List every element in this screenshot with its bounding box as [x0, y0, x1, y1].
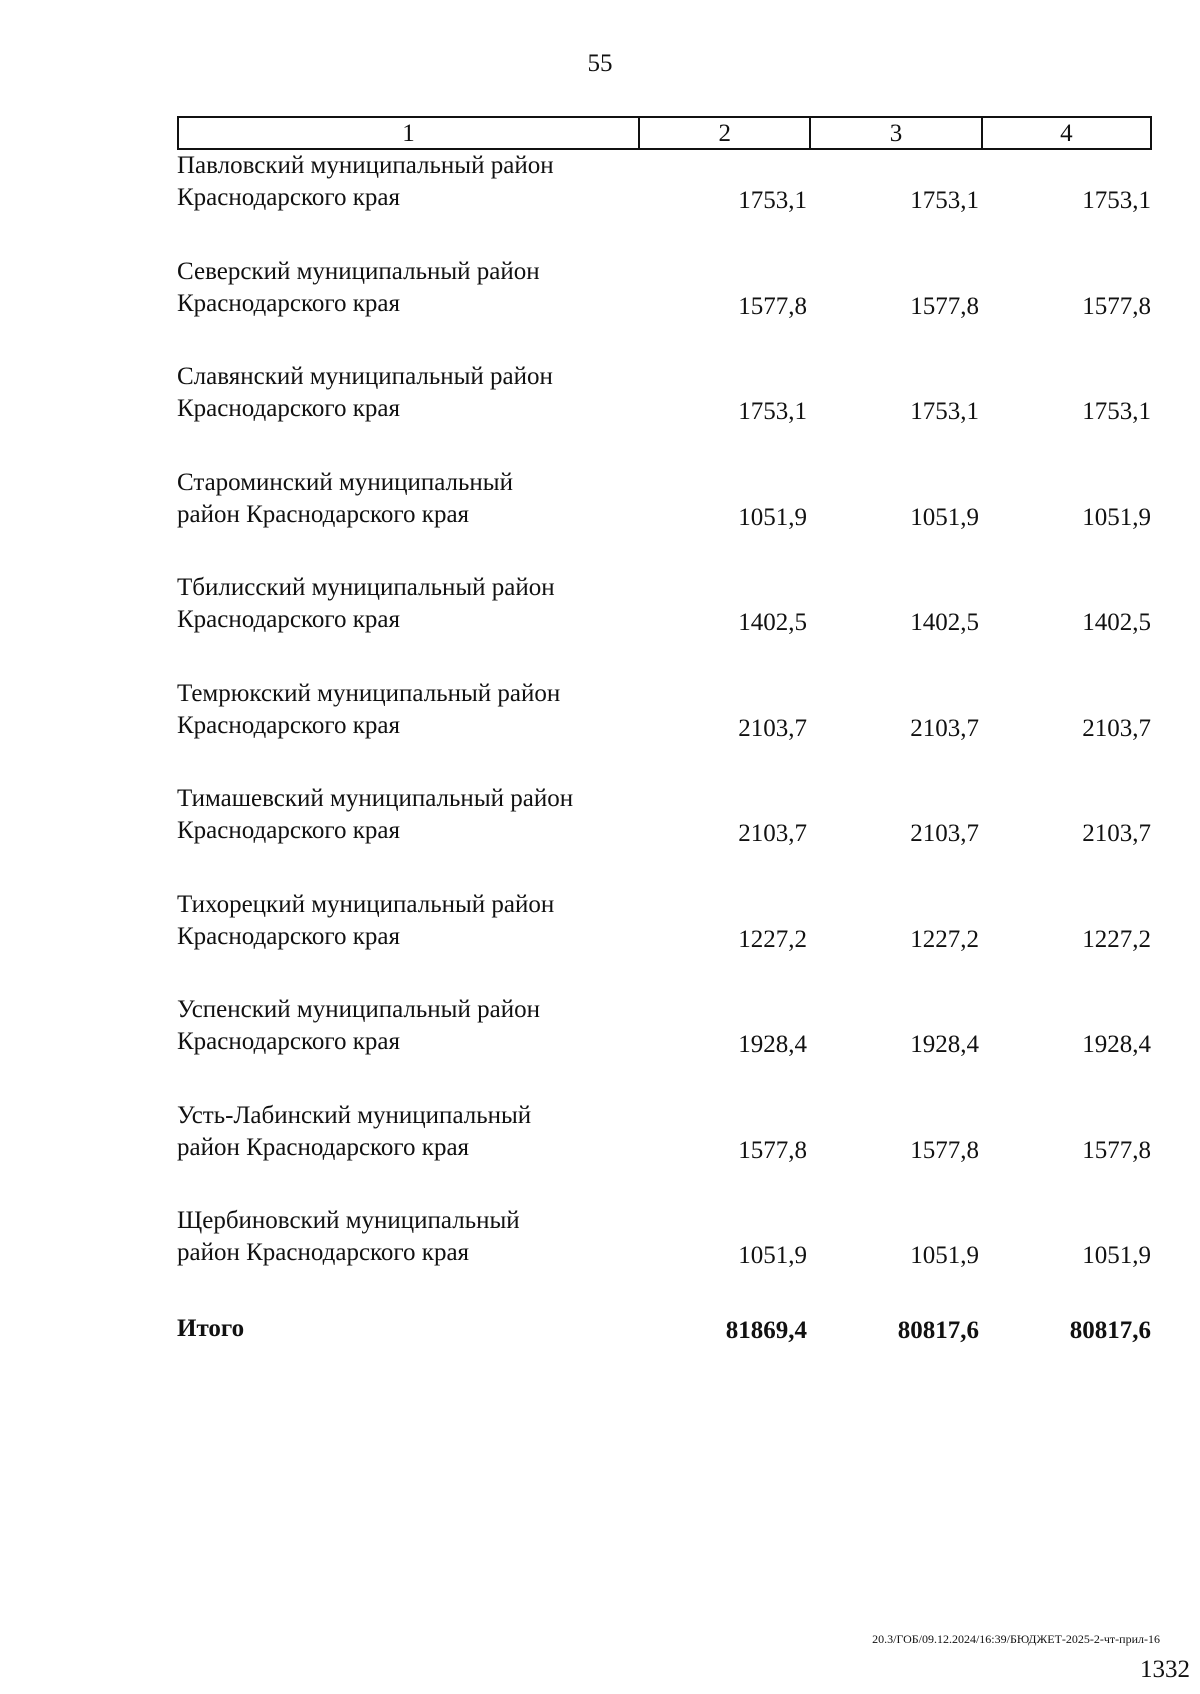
- table-body: [177, 150, 1152, 1311]
- value-col-3: 2103,7: [910, 714, 979, 742]
- district-name-line-2: Краснодарского края: [177, 289, 400, 317]
- district-name: [177, 678, 637, 742]
- total-col-4: 80817,6: [1069, 1317, 1151, 1344]
- district-name-line-2: Краснодарского края: [177, 922, 400, 950]
- district-name-line-1: Северский муниципальный район: [177, 257, 540, 285]
- value-col-3: 1753,1: [910, 187, 979, 214]
- district-name-line-1: Павловский муниципальный район: [177, 152, 554, 179]
- sheet-number: 1332: [1140, 1656, 1190, 1683]
- column-header-3: 3: [809, 118, 980, 148]
- table-row: [177, 467, 1152, 573]
- district-name-line-1: Успенский муниципальный район: [177, 996, 540, 1023]
- value-col-2: 1928,4: [738, 1031, 807, 1058]
- table-row: [177, 994, 1152, 1100]
- value-col-3: 1402,5: [910, 609, 979, 636]
- value-col-2: 1051,9: [738, 503, 807, 531]
- value-col-4: 1753,1: [1082, 187, 1151, 214]
- district-name-line-2: Краснодарского края: [177, 395, 400, 422]
- district-name: [177, 783, 637, 847]
- value-col-3: 1928,4: [910, 1031, 979, 1058]
- table-row: [177, 572, 1152, 678]
- value-col-2: 1577,8: [738, 292, 807, 320]
- value-col-2: 1051,9: [738, 1242, 807, 1269]
- district-name: [177, 572, 637, 636]
- district-name: [177, 150, 637, 214]
- district-name-line-2: район Краснодарского края: [177, 1239, 470, 1266]
- table-row: [177, 678, 1152, 784]
- district-name-line-1: Тбилисский муниципальный район: [177, 574, 555, 601]
- district-name: [177, 361, 637, 425]
- district-name-line-2: Краснодарского края: [177, 1028, 400, 1055]
- total-label: Итого: [177, 1315, 245, 1342]
- district-name-line-2: район Краснодарского края: [177, 1133, 470, 1161]
- value-col-2: 1753,1: [738, 187, 807, 214]
- table-row: [177, 1205, 1152, 1311]
- value-col-3: 1227,2: [910, 925, 979, 953]
- value-col-4: 1928,4: [1082, 1031, 1151, 1058]
- table-row: [177, 889, 1152, 995]
- district-name: [177, 256, 637, 320]
- district-name-line-2: Краснодарского края: [177, 817, 400, 844]
- total-col-2: 81869,4: [725, 1317, 807, 1344]
- column-header-2: 2: [638, 118, 809, 148]
- value-col-4: 1227,2: [1082, 925, 1151, 953]
- district-name: [177, 1100, 637, 1164]
- district-name-line-2: Краснодарского края: [177, 606, 400, 633]
- value-col-4: 2103,7: [1082, 714, 1151, 742]
- value-col-4: 1402,5: [1082, 609, 1151, 636]
- district-name-line-1: Усть-Лабинский муниципальный: [177, 1101, 532, 1129]
- district-name: [177, 1205, 637, 1269]
- district-name-line-1: Славянский муниципальный район: [177, 363, 553, 390]
- value-col-4: 1051,9: [1082, 1242, 1151, 1269]
- district-name-line-1: Щербиновский муниципальный: [177, 1207, 520, 1234]
- value-col-3: 2103,7: [910, 820, 979, 847]
- table-row: [177, 1100, 1152, 1206]
- value-col-2: 2103,7: [738, 820, 807, 847]
- value-col-4: 1577,8: [1082, 292, 1151, 320]
- district-name: [177, 994, 637, 1058]
- value-col-2: 1227,2: [738, 925, 807, 953]
- value-col-4: 1753,1: [1082, 398, 1151, 425]
- value-col-2: 1753,1: [738, 398, 807, 425]
- value-col-3: 1051,9: [910, 503, 979, 531]
- table-row: [177, 256, 1152, 362]
- table-row: [177, 361, 1152, 467]
- value-col-4: 2103,7: [1082, 820, 1151, 847]
- value-col-4: 1577,8: [1082, 1136, 1151, 1164]
- value-col-2: 1402,5: [738, 609, 807, 636]
- value-col-4: 1051,9: [1082, 503, 1151, 531]
- value-col-2: 1577,8: [738, 1136, 807, 1164]
- district-name: [177, 889, 637, 953]
- district-name-line-1: Староминский муниципальный: [177, 468, 513, 496]
- district-name-line-1: Темрюкский муниципальный район: [177, 679, 561, 707]
- column-header-1: 1: [402, 119, 415, 147]
- table-row: [177, 150, 1152, 256]
- table-header: [177, 116, 1152, 150]
- district-name: [177, 467, 637, 531]
- value-col-3: 1577,8: [910, 292, 979, 320]
- total-col-3: 80817,6: [897, 1317, 979, 1344]
- district-name-line-2: Краснодарского края: [177, 711, 400, 739]
- value-col-3: 1577,8: [910, 1136, 979, 1164]
- district-name-line-2: район Краснодарского края: [177, 500, 470, 528]
- page-number: 55: [587, 50, 613, 77]
- value-col-3: 1051,9: [910, 1242, 979, 1269]
- document-code: 20.3/ГОБ/09.12.2024/16:39/БЮДЖЕТ-2025-2-чт-прил-16: [872, 1632, 1160, 1646]
- district-name-line-1: Тихорецкий муниципальный район: [177, 890, 555, 918]
- district-name-line-2: Краснодарского края: [177, 184, 400, 211]
- column-header-4: 4: [981, 118, 1150, 148]
- value-col-2: 2103,7: [738, 714, 807, 742]
- table-row: [177, 783, 1152, 889]
- value-col-3: 1753,1: [910, 398, 979, 425]
- total-row: [177, 1313, 1152, 1353]
- district-name-line-1: Тимашевский муниципальный район: [177, 785, 574, 812]
